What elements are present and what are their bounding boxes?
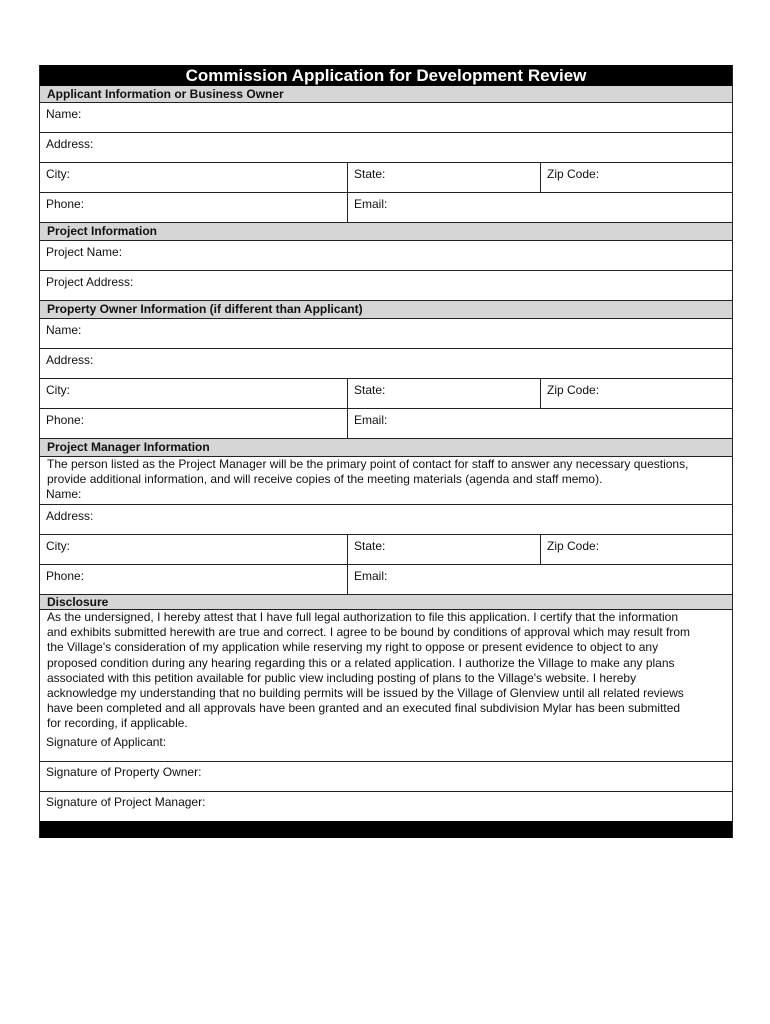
form-title: Commission Application for Development Review — [40, 65, 732, 86]
signature-owner-row[interactable] — [40, 762, 732, 792]
manager-email-label: Email: — [354, 569, 388, 583]
owner-city-state-zip-row — [40, 379, 732, 409]
manager-address-label: Address: — [46, 509, 94, 523]
owner-state-field[interactable] — [348, 379, 541, 408]
manager-city-field[interactable] — [40, 535, 348, 564]
project-name-label: Project Name: — [46, 245, 123, 259]
owner-phone-field[interactable] — [40, 409, 348, 438]
manager-name-row[interactable] — [40, 487, 732, 504]
signature-owner-label: Signature of Property Owner: — [46, 765, 202, 779]
applicant-city-field[interactable] — [40, 163, 348, 192]
manager-phone-label: Phone: — [46, 569, 85, 583]
applicant-zip-field[interactable] — [541, 163, 732, 192]
project-address-label: Project Address: — [46, 275, 134, 289]
project-address-row[interactable] — [40, 271, 732, 301]
applicant-phone-label: Phone: — [46, 197, 85, 211]
owner-email-label: Email: — [354, 413, 388, 427]
owner-address-label: Address: — [46, 353, 94, 367]
owner-email-field[interactable] — [348, 409, 732, 438]
owner-name-row[interactable] — [40, 319, 732, 349]
section-disclosure-heading: Disclosure — [40, 595, 732, 610]
applicant-zip-label: Zip Code: — [547, 167, 600, 181]
application-form — [39, 65, 733, 838]
applicant-email-label: Email: — [354, 197, 388, 211]
owner-state-label: State: — [354, 383, 386, 397]
applicant-state-label: State: — [354, 167, 386, 181]
applicant-address-row[interactable] — [40, 133, 732, 163]
manager-email-field[interactable] — [348, 565, 732, 594]
applicant-phone-field[interactable] — [40, 193, 348, 222]
form-footer-bar — [40, 821, 732, 838]
applicant-state-field[interactable] — [348, 163, 541, 192]
applicant-phone-email-row — [40, 193, 732, 223]
applicant-name-label: Name: — [46, 107, 82, 121]
applicant-name-row[interactable] — [40, 103, 732, 133]
owner-zip-field[interactable] — [541, 379, 732, 408]
manager-description: The person listed as the Project Manager will be the primary point of contact for staff to answer any necessary questions, provide additional information, and will receive copies of the meeting materials (agenda and staff memo). — [47, 457, 689, 487]
section-manager-heading: Project Manager Information — [40, 439, 732, 457]
owner-city-label: City: — [46, 383, 70, 397]
applicant-city-state-zip-row — [40, 163, 732, 193]
manager-name-label: Name: — [46, 487, 82, 501]
owner-phone-email-row — [40, 409, 732, 439]
manager-city-label: City: — [46, 539, 70, 553]
section-project-heading: Project Information — [40, 223, 732, 241]
manager-state-label: State: — [354, 539, 386, 553]
signature-applicant-row[interactable] — [40, 732, 732, 762]
section-owner-heading: Property Owner Information (if different than Applicant) — [40, 301, 732, 319]
applicant-city-label: City: — [46, 167, 70, 181]
owner-address-row[interactable] — [40, 349, 732, 379]
owner-city-field[interactable] — [40, 379, 348, 408]
owner-zip-label: Zip Code: — [547, 383, 600, 397]
owner-phone-label: Phone: — [46, 413, 85, 427]
manager-zip-label: Zip Code: — [547, 539, 600, 553]
manager-state-field[interactable] — [348, 535, 541, 564]
owner-name-label: Name: — [46, 323, 82, 337]
applicant-address-label: Address: — [46, 137, 94, 151]
disclosure-text: As the undersigned, I hereby attest that I have full legal authorization to file this application. I certify that the information and exhibits submitted herewith are true and correct. I agree to be bound by conditions of approval which may result from the Village's consideration of my application while reserving my right to oppose or present evidence to object to any proposed condition during any hearing regarding this or a related application. I authorize the Village to make any plans associated with this petition available for public view including posting of plans to the Village's website. I hereby acknowledge my understanding that no building permits will be issued by the Village of Glenview until all related reviews have been completed and all approvals have been granted and an executed final subdivision Mylar has been submitted for recording, if applicable. — [47, 610, 691, 731]
project-name-row[interactable] — [40, 241, 732, 271]
manager-phone-email-row — [40, 565, 732, 595]
section-applicant-heading: Applicant Information or Business Owner — [40, 86, 732, 103]
signature-manager-row[interactable] — [40, 792, 732, 821]
signature-manager-label: Signature of Project Manager: — [46, 795, 206, 809]
manager-phone-field[interactable] — [40, 565, 348, 594]
signature-applicant-label: Signature of Applicant: — [46, 735, 167, 749]
manager-address-row[interactable] — [40, 504, 732, 535]
manager-city-state-zip-row — [40, 535, 732, 565]
manager-zip-field[interactable] — [541, 535, 732, 564]
applicant-email-field[interactable] — [348, 193, 732, 222]
